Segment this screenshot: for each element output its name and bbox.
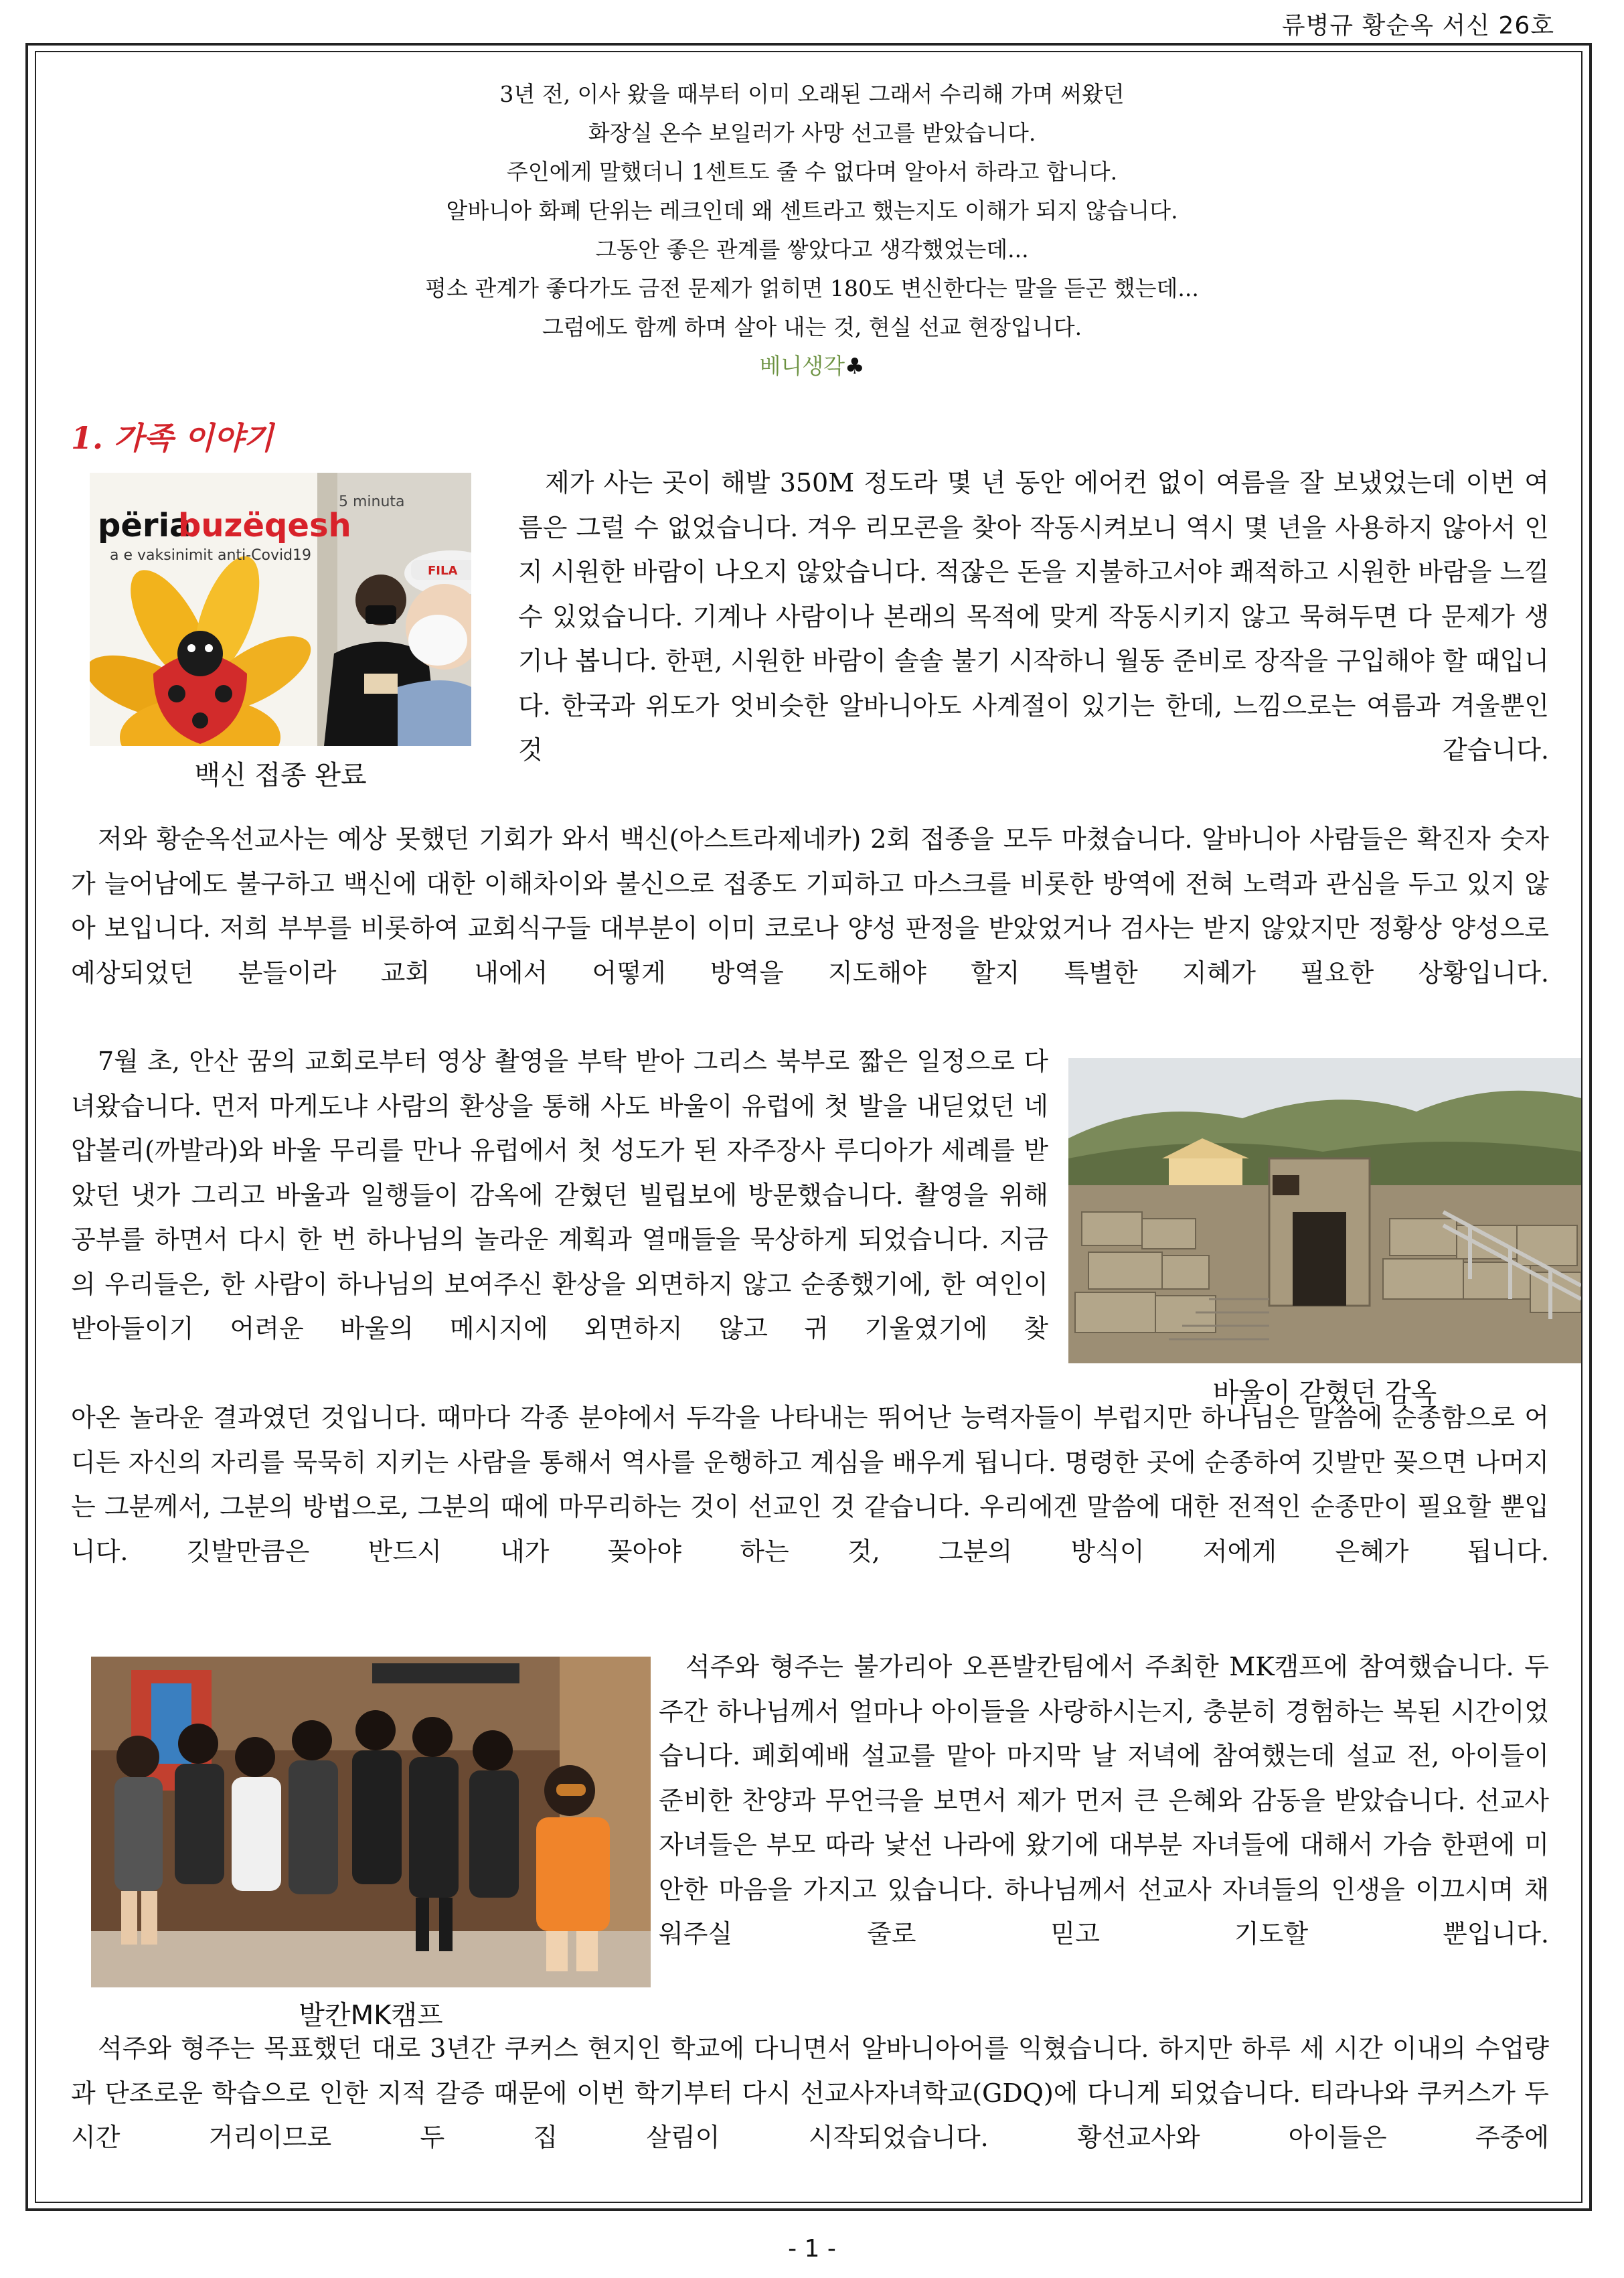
paragraph-greece-continued: 아온 놀라운 결과였던 것입니다. 때마다 각종 분야에서 두각을 나타내는 뛰어난 능력자들이 부럽지만 하나님은 말씀에 순종함으로 어디든 자신의 자리를 묵묵히 지키는 사람을 통해서 역사를 운행하고 계심을 배우게 됩니다. 명령한 곳에 순종하여 깃발만 꽂으면 나머지는 그분께서, 그분의 방법으로, 그분의 때에 마무리하는 것이 선교인 것 같습니다. 우리에겐 말씀에 대한 전적인 순종만이 필요할 뿐입니다. 깃발만큼은 반드시 내가 꽂아야 하는 것, 그분의 방식이 저에게 은혜가 됩니다. <box>71 1403 1549 1566</box>
poster-brand-1: përia <box>98 507 191 544</box>
vaccine-photo <box>90 473 471 746</box>
camp-photo <box>91 1657 651 1987</box>
poster-subtitle: a e vaksinimit anti-Covid19 <box>110 547 312 564</box>
paragraph-greece: 7월 초, 안산 꿈의 교회로부터 영상 촬영을 부탁 받아 그리스 북부로 짧은 일정으로 다녀왔습니다. 먼저 마게도냐 사람의 환상을 통해 사도 바울이 유럽에 첫 발을 내딛었던 네압볼리(까발라)와 바울 무리를 만나 유럽에서 첫 성도가 된 자주장사 루디아가 세례를 받았던 냇가 그리고 바울과 일행들이 감옥에 갇혔던 빌립보에 방문했습니다. 촬영을 위해 공부를 하면서 다시 한 번 하나님의 놀라운 계획과 열매들을 묵상하게 되었습니다. 지금의 우리들은, 한 사람이 하나님의 보여주신 환상을 외면하지 않고 순종했기에, 한 여인이 받아들이기 어려운 바울의 메시지에 외면하지 않고 귀 기울였기에 찾 <box>71 1047 1048 1343</box>
paragraph-aircon: 제가 사는 곳이 해발 350M 정도라 몇 년 동안 에어컨 없이 여름을 잘 보냈었는데 이번 여름은 그럴 수 없었습니다. 겨우 리모콘을 찾아 작동시켜보니 역시 몇 년을 사용하지 않아서 인지 시원한 바람이 나오지 않았습니다. 적잖은 돈을 지불하고서야 쾌적하고 시원한 바람을 느낄 수 있었습니다. 기계나 사람이나 본래의 목적에 맞게 작동시키지 않고 묵혀두면 다 문제가 생기나 봅니다. 한편, 시원한 바람이 솔솔 불기 시작하니 월동 준비로 장작을 구입해야 할 때입니다. 한국과 위도가 엇비슷한 알바니아도 사계절이 있기는 한데, 느낌으로는 여름과 겨울뿐인 것 같습니다. <box>518 468 1549 765</box>
club-icon: ♣ <box>844 353 865 379</box>
paragraph-school: 석주와 형주는 목표했던 대로 3년간 쿠커스 현지인 학교에 다니면서 알바니아어를 익혔습니다. 하지만 하루 세 시간 이내의 수업량과 단조로운 학습으로 인한 지적 갈증 때문에 이번 학기부터 다시 선교사자녀학교(GDQ)에 다니게 되었습니다. 티라나와 쿠커스가 두 시간 거리이므로 두 집 살림이 시작되었습니다. 황선교사와 아이들은 주중에 <box>71 2034 1549 2152</box>
section-title: 1. 가족 이야기 <box>71 420 274 456</box>
page-number: - 1 - <box>788 2235 836 2263</box>
signature-text: 베니생각 <box>759 353 845 379</box>
poster-side-text: 5 minuta <box>339 493 405 510</box>
vaccine-caption: 백신 접종 완료 <box>194 760 367 791</box>
intro-line: 3년 전, 이사 왔을 때부터 이미 오래된 그래서 수리해 가며 써왔던 <box>499 81 1125 107</box>
intro-signature <box>201 347 1423 386</box>
prison-caption: 바울이 갇혔던 감옥 <box>1212 1377 1437 1408</box>
prison-photo <box>1068 1058 1581 1363</box>
header-title: 류병규 황순옥 서신 26호 <box>1281 12 1554 40</box>
intro-line: 화장실 온수 보일러가 사망 선고를 받았습니다. <box>588 120 1036 146</box>
paragraph-mk-camp: 석주와 형주는 불가리아 오픈발칸팀에서 주최한 MK캠프에 참여했습니다. 두 주간 하나님께서 얼마나 아이들을 사랑하시는지, 충분히 경험하는 복된 시간이었습니다. 폐회예배 설교를 맡아 마지막 날 저녁에 참여했는데 설교 전, 아이들이 준비한 찬양과 무언극을 보면서 제가 먼저 큰 은혜와 감동을 받았습니다. 선교사 자녀들은 부모 따라 낯선 나라에 왔기에 대부분 자녀들에 대해서 가슴 한편에 미안한 마음을 가지고 있습니다. 하나님께서 선교사 자녀들의 인생을 이끄시며 채워주실 줄로 믿고 기도할 뿐입니다. <box>659 1652 1549 1949</box>
svg-text:FILA: FILA <box>428 564 458 578</box>
intro-line: 평소 관계가 좋다가도 금전 문제가 얽히면 180도 변신한다는 말을 듣곤 했는데... <box>425 275 1199 301</box>
intro-line: 알바니아 화폐 단위는 레크인데 왜 센트라고 했는지도 이해가 되지 않습니다. <box>446 198 1178 224</box>
intro-block <box>201 75 1423 386</box>
intro-line: 그동안 좋은 관계를 쌓았다고 생각했었는데... <box>595 236 1029 262</box>
camp-caption: 발칸MK캠프 <box>299 2000 443 2031</box>
paragraph-vaccine: 저와 황순옥선교사는 예상 못했던 기회가 와서 백신(아스트라제네카) 2회 접종을 모두 마쳤습니다. 알바니아 사람들은 확진자 숫자가 늘어남에도 불구하고 백신에 대한 이해차이와 불신으로 접종도 기피하고 마스크를 비롯한 방역에 전혀 노력과 관심을 두고 있지 않아 보입니다. 저희 부부를 비롯하여 교회식구들 대부분이 이미 코로나 양성 판정을 받았었거나 검사는 받지 않았지만 정황상 양성으로 예상되었던 분들이라 교회 내에서 어떻게 방역을 지도해야 할지 특별한 지혜가 필요한 상황입니다. <box>71 824 1549 988</box>
intro-line: 그럼에도 함께 하며 살아 내는 것, 현실 선교 현장입니다. <box>542 314 1082 340</box>
poster-brand-2: buzëqesh <box>178 507 351 544</box>
intro-line: 주인에게 말했더니 1센트도 줄 수 없다며 알아서 하라고 합니다. <box>506 159 1118 185</box>
